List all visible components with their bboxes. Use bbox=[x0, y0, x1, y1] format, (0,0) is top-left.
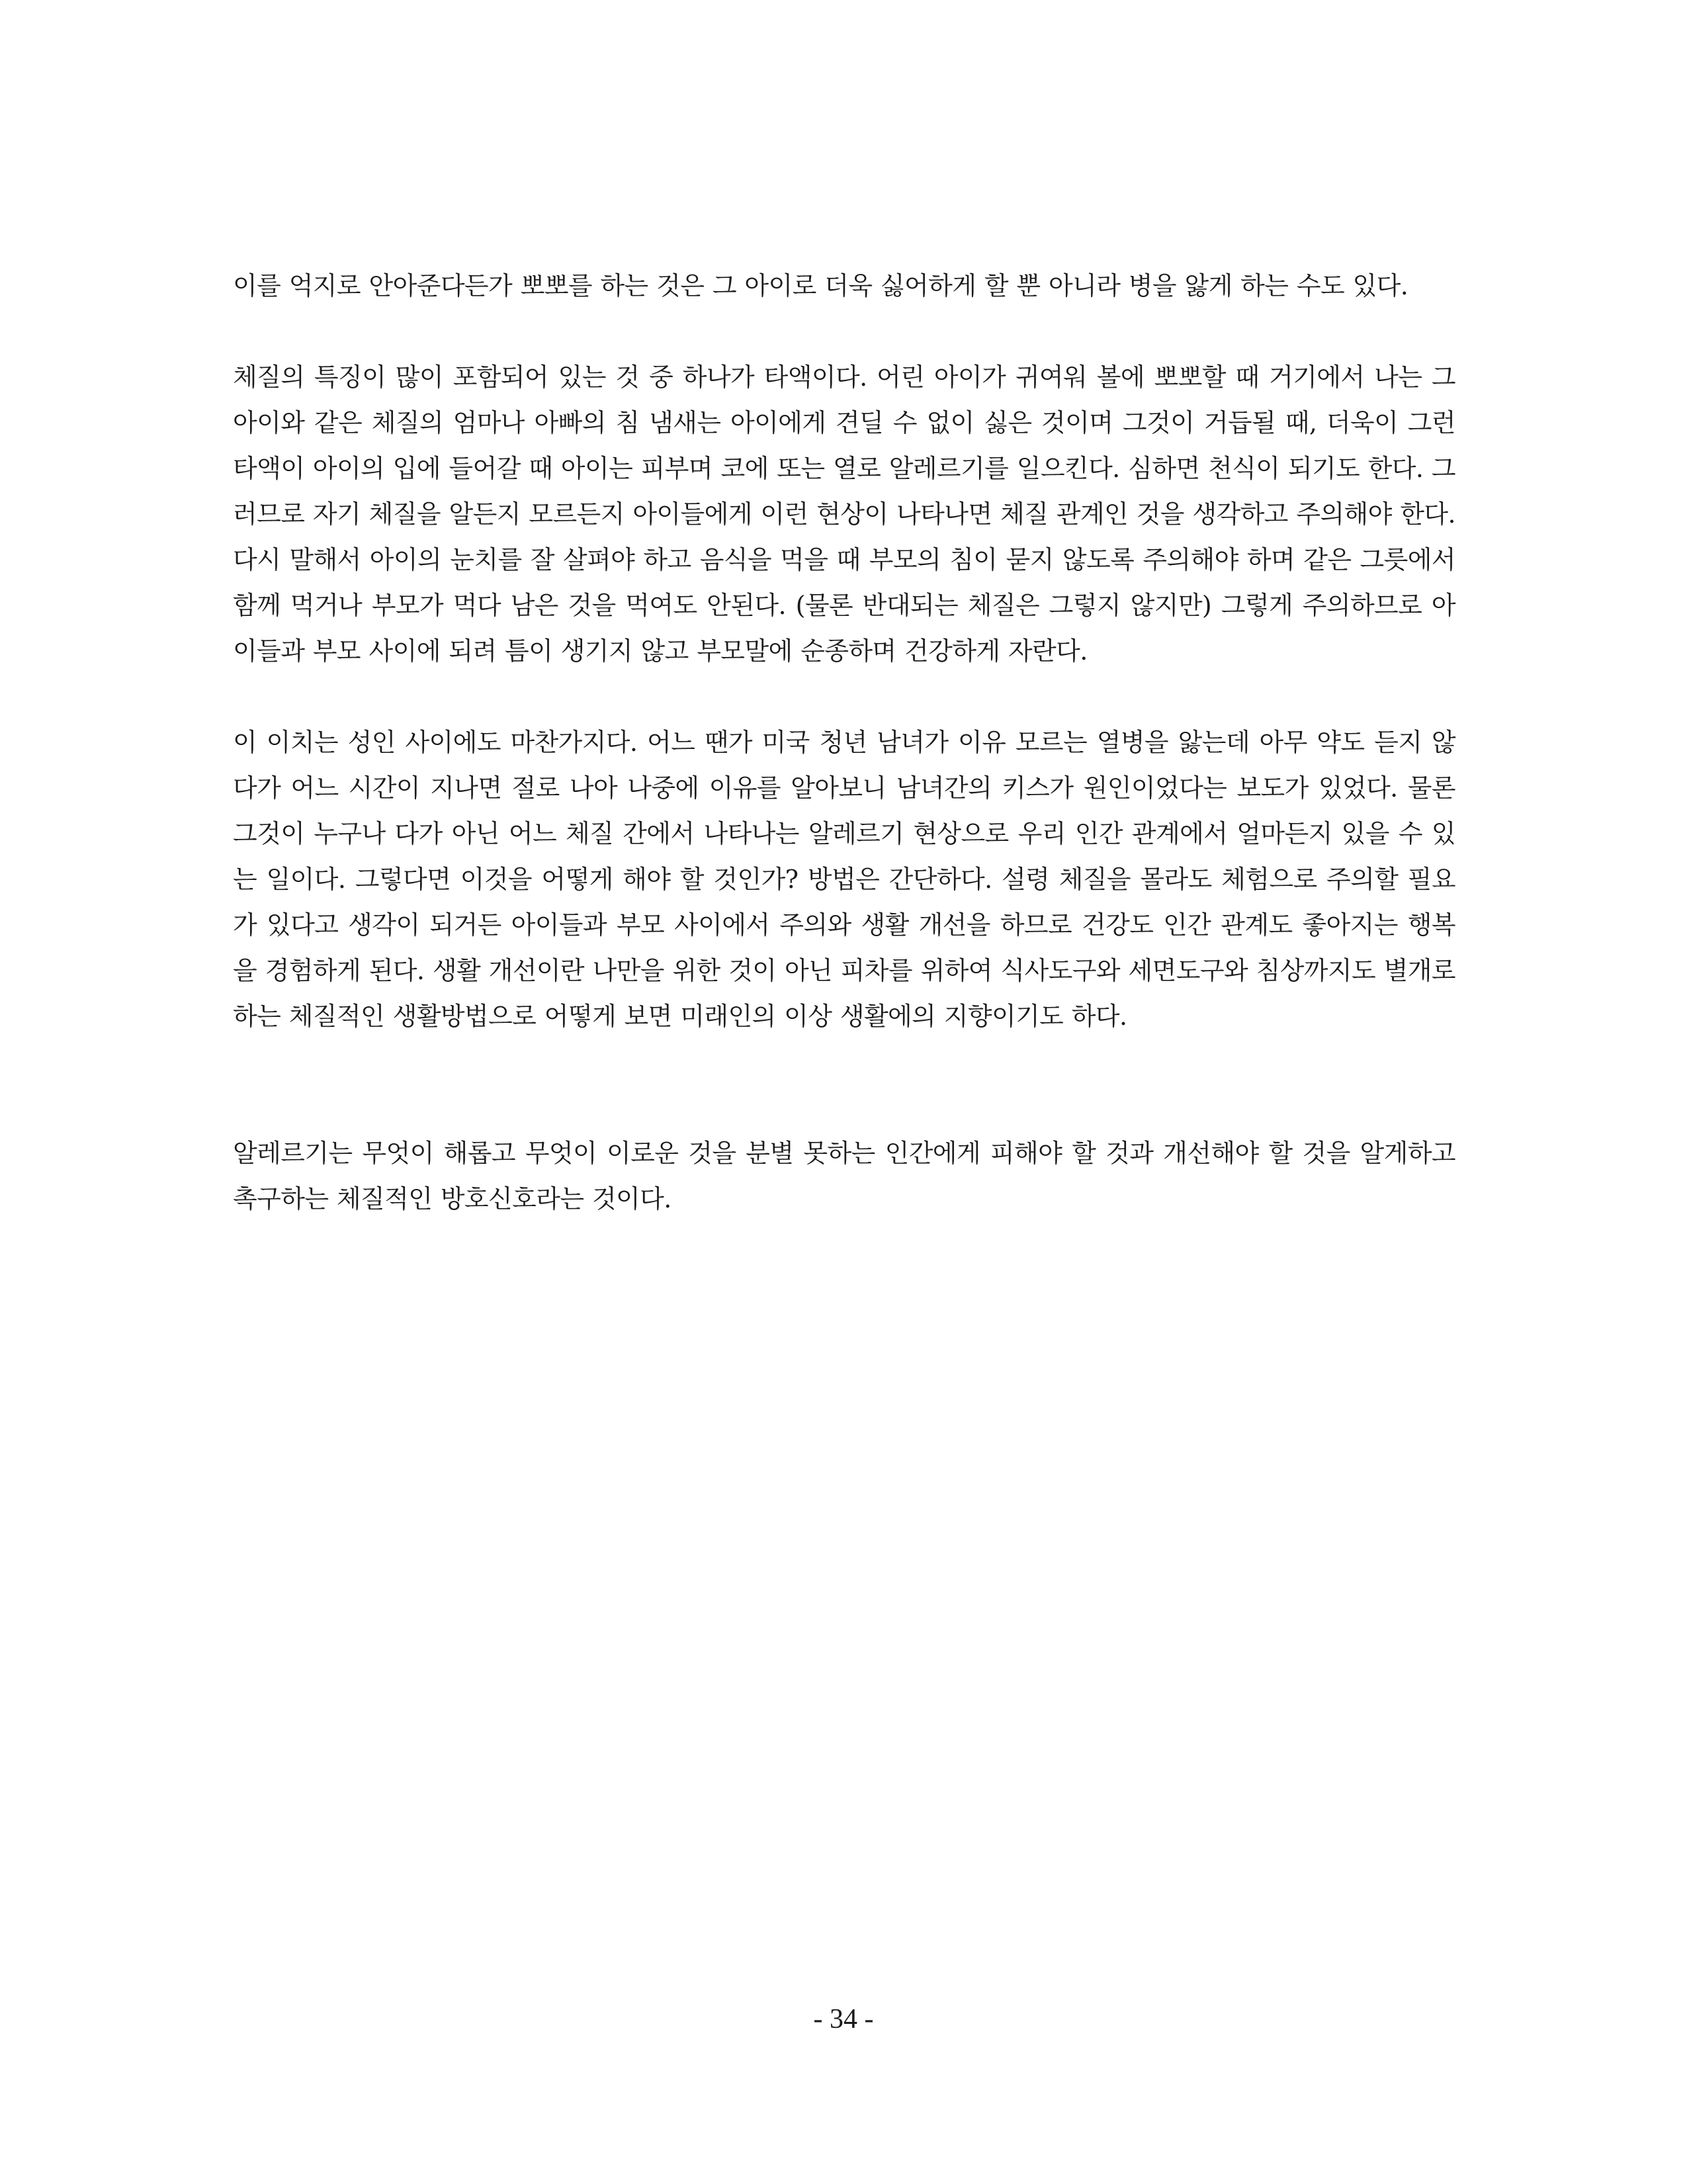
body-text bbox=[233, 263, 1455, 1222]
paragraph-2: 체질의 특징이 많이 포함되어 있는 것 중 하나가 타액이다. 어린 아이가 귀여워 볼에 뽀뽀할 때 거기에서 나는 그 아이와 같은 체질의 엄마나 아빠의 침 냄새는 아이에게 견딜 수 없이 싫은 것이며 그것이 거듭될 때, 더욱이 그런 타액이 아이의 입에 들어갈 때 아이는 피부며 코에 또는 열로 알레르기를 일으킨다. 심하면 천식이 되기도 한다. 그러므로 자기 체질을 알든지 모르든지 아이들에게 이런 현상이 나타나면 체질 관계인 것을 생각하고 주의해야 한다. 다시 말해서 아이의 눈치를 잘 살펴야 하고 음식을 먹을 때 부모의 침이 묻지 않도록 주의해야 하며 같은 그릇에서 함께 먹거나 부모가 먹다 남은 것을 먹여도 안된다. (물론 반대되는 체질은 그렇지 않지만) 그렇게 주의하므로 아이들과 부모 사이에 되려 틈이 생기지 않고 부모말에 순종하며 건강하게 자란다. bbox=[233, 363, 1455, 666]
page-number: - 34 - bbox=[813, 2004, 874, 2034]
paragraph-4: 알레르기는 무엇이 해롭고 무엇이 이로운 것을 분별 못하는 인간에게 피해야 할 것과 개선해야 할 것을 알게하고 촉구하는 체질적인 방호신호라는 것이다. bbox=[233, 1139, 1455, 1213]
paragraph-3: 이 이치는 성인 사이에도 마찬가지다. 어느 땐가 미국 청년 남녀가 이유 모르는 열병을 앓는데 아무 약도 듣지 않다가 어느 시간이 지나면 절로 나아 나중에 이유를 알아보니 남녀간의 키스가 원인이었다는 보도가 있었다. 물론 그것이 누구나 다가 아닌 어느 체질 간에서 나타나는 알레르기 현상으로 우리 인간 관계에서 얼마든지 있을 수 있는 일이다. 그렇다면 이것을 어떻게 해야 할 것인가? 방법은 간단하다. 설령 체질을 몰라도 체험으로 주의할 필요가 있다고 생각이 되거든 아이들과 부모 사이에서 주의와 생활 개선을 하므로 건강도 인간 관계도 좋아지는 행복을 경험하게 된다. 생활 개선이란 나만을 위한 것이 아닌 피차를 위하여 식사도구와 세면도구와 침상까지도 별개로 하는 체질적인 생활방법으로 어떻게 보면 미래인의 이상 생활에의 지향이기도 하다. bbox=[233, 728, 1455, 1031]
paragraph-1: 이를 억지로 안아준다든가 뽀뽀를 하는 것은 그 아이로 더욱 싫어하게 할 뿐 아니라 병을 앓게 하는 수도 있다. bbox=[233, 271, 1408, 300]
